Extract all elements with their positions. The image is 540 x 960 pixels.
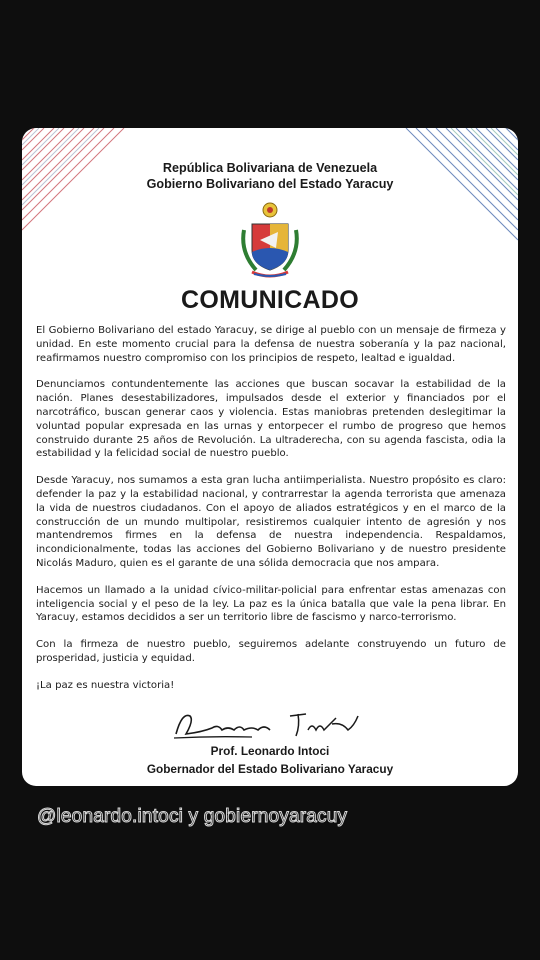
document-title: COMUNICADO xyxy=(181,286,359,314)
paragraph: Desde Yaracuy, nos sumamos a esta gran lucha antiimperialista. Nuestro propósito es claro: defender la paz y la estabilidad nacional, y contrarrestar la agenda terrorista que amenaza la vida de nuestros ciudadanos. Con el apoyo de aliados estratégicos y en el marco de la construcción de un mundo multipolar, resistiremos cualquier intento de agresión y nos mantendremos firmes en la defensa de nuestra independencia. Respaldamos, incondicionalmente, todas las acciones del Gobierno Bolivariano y de nuestro presidente Nicolás Maduro, quien es el garante de una sólida democracia que nos ampara. xyxy=(36,475,506,569)
signer-title: Gobernador del Estado Bolivariano Yaracuy xyxy=(146,762,394,776)
header-government: Gobierno Bolivariano del Estado Yaracuy xyxy=(146,177,394,191)
signature-block xyxy=(22,742,518,778)
paragraph: Denunciamos contundentemente las acciones que buscan socavar la estabilidad de la nación. Planes desestabilizadores, impulsados desde el exterior y financiados por el narcotráfico, buscan generar caos y violencia. Estas maniobras pretenden deslegitimar la voluntad popular expresada en las urnas y entorpecer el rumbo de progreso que hemos construido durante 25 años de Revolución. La ultraderecha, con su agenda fascista, odia la estabilidad y la felicidad social de nuestro pueblo. xyxy=(36,379,506,460)
communique-card xyxy=(22,128,518,786)
story-caption: @leonardo.intoci y gobiernoyaracuy xyxy=(37,806,348,827)
closing-line: ¡La paz es nuestra victoria! xyxy=(36,679,175,691)
coat-of-arms-icon xyxy=(238,200,302,280)
signer-name: Prof. Leonardo Intoci xyxy=(210,744,330,758)
document-header xyxy=(22,160,518,192)
paragraph: Con la firmeza de nuestro pueblo, seguiremos adelante construyendo un futuro de prosperidad, justicia y equidad. xyxy=(36,639,506,664)
paragraph: Hacemos un llamado a la unidad cívico-militar-policial para enfrentar estas amenazas con inteligencia social y el peso de la ley. La paz es la única batalla que vale la pena librar. En Yaracuy, estamos decididos a ser un territorio libre de fascismo y narco-terrorismo. xyxy=(36,584,506,624)
paragraph: El Gobierno Bolivariano del estado Yaracuy, se dirige al pueblo con un mensaje de firmeza y unidad. En este momento crucial para la defensa de nuestra soberanía y la paz nacional, reafirmamos nuestro compromiso con los principios de respeto, lealtad e igualdad. xyxy=(36,325,506,364)
document-body xyxy=(36,324,506,693)
header-republic: República Bolivariana de Venezuela xyxy=(162,161,378,175)
handwritten-signature xyxy=(172,708,372,742)
